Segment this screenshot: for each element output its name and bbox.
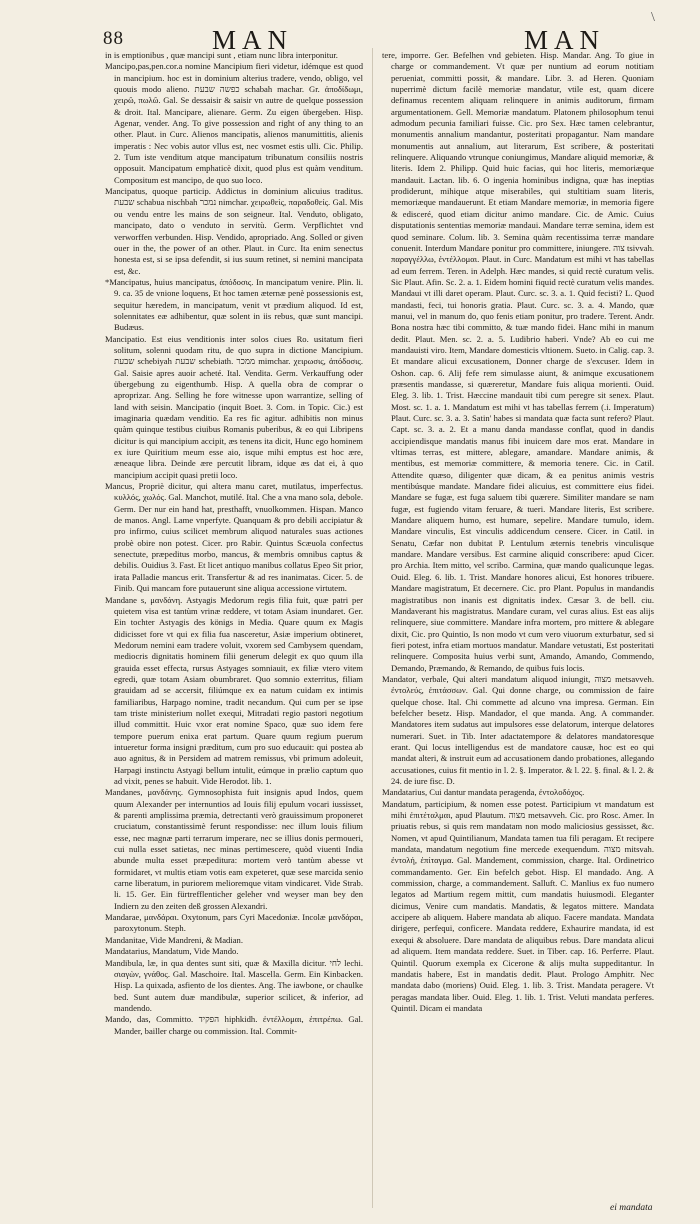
page-number: 88 (103, 28, 124, 49)
entry-paragraph: Mandatum, participium, & nomen esse potest. Participium vt mandatum est mihi ἐπιτέταλμαι, apud Plautum. מצוה metsavveh. Cic. pro Rosc. Amer. In priuatis rebus, si quis rem mandatam non modo maliciosius gessisset, &c. Nomen, vt apud Quintilianum, Mandata tamen tua fili peragam. Et recipere mandata, mandatum negotium fine mercede exequendum. מצוה mitsvah. ἐντολή, ἐπίταγμα. Gal. Mandement, commission, charge. Ital. Ordinetrico commandamento. Ger. Ein befelch gebot. Hisp. El mandado. Ang. A commission, charge, a commandement. Salluft. C. Manlius ex fuo numero legatos ad Martium regem mittit, cum mandatis huiusmodi. Eleganter dicimus, Venire cum mandatis. Mandatis, & legatos mittere. Mandata accipere ab aliquem. Habere mandata ab aliquo. Facere mandata. Mandata dirigere, perfequi, conficere. Mandata reddere, Exhaurire mandata, id est exequi & absoluere. Dare mandata de aliquibus rebus. Dare mandata alicui ad aliquem. Item mandata reddere. Suet. in Tiber. cap. 16. Perferre. Plaut. Quintil. Quorum exempla ex Cicerone & alijs multa suppeditantur. In mandatis habere, Est in mandatis dedit. Plaut. Prologo Amphitr. Nec mandata dabo (moriens) Ouid. Eleg. 1. lib. 3. Trist. Mandata peragere. Vt peragas mandata liber. Ouid. Eleg. 1. lib. 1. Trist. Veluti mandata perferes. Quintil. Dicam ei mandata (382, 798, 654, 1013)
running-head-left: MAN (212, 25, 294, 55)
entry-paragraph: *Mancipatus, huius mancipatus, ἀπόδοσις. In mancipatum venire. Plin. li. 9. ca. 35 de vnione loquens, Et hoc tamen æternæ penè possessionis est, sequitur hæredem, in mancipatum, venit vt prædium aliquod. Id est, solennitates eæ adhibentur, quæ solent in iis rebus, quæ sunt mancipi. Budæus. (105, 276, 363, 333)
entry-paragraph: Mandator, verbale, Qui alteri mandatum aliquod iniungit, מצוה metsavveh. ἐντολεύς, ἐπιτάσσων. Gal. Qui donne charge, ou commission de faire quelque chose. Ital. Chi commette ad alcuno vna impresa. German. Ein befelcher besetz. Hisp. Mandador, el que manda. Ang. A commander. Mandatores item sudatus aut impulsores esse delatorum, interque delatores numerari. Suet. in Tib. Inter adactatempore & delatores mandatoresque erant. Qui locus intelligendus est de mandatore causæ, hoc est eo qui mandat alteri, & instruit eum ad accusationem dando probationes, allegando accusationes, cuius fit mentio in l. 2. §. Imperator. & l. 22. §. final. & l. 2. & 24. de iure fisc. D. (382, 673, 654, 786)
column-divider (372, 48, 373, 1208)
entry-paragraph: tere, imporre. Ger. Befelhen vnd gebieten. Hisp. Mandar. Ang. To giue in charge or commandement. Vt quæ per nuntium ad eorum notitiam perueniat, committi possit, & mandare. Libr. 3. ad Heren. Quoniam nuperrimè dictum facilè memoriæ mandatur, vtile est, quam dicere definamus recentem aliquam relinquere in animis auditorum, firmam argumentationem. Gell. Memoriæ mandatum. Platonem philosophum tenui admodum pecunia familiari fuisse. Cic. pro Sex. Hæc tamen celebrantur, monumentis annalium mandantur, posteritati propagantur. Nam mandare monumentis aut annalium, aut literarum, Est scribere, & posteritati relinquere. Aliquando vtrunque coniungimus, Mandare aliquid memoriæ, & literis. Idem 2. Philipp. Quid huic facias, qui hoc literis, memoriæque mandauit. Lactan. lib. 6. O ingenia hominibus indigna, quæ has ineptias prodiderunt, mihique atque miserabiles, qui stultitiam suam literis, memoriæque mandauerunt. Et etiam Mandare memoriæ, in memoria figere & edisceré, quod etiam dicitur animo mandare. Cic. de Amic. Cuius disputationis sententias memoriæ mandaui. Mandare terræ semina, idem est quod seminare. Colum. lib. 3. Semina quàm recentissima terræ mandare conuenit. Interdum Mandare ponitur pro committere, iniungere. צוה tsivvah. παραγγέλλω, ἐντέλλομαι. Plaut. in Curc. Mandatum est mihi vt has tabellas ad eum ferrem. Teren. in Adelph. Hæc mandes, si quid rectè curatum velis. Sic Plaut. Afin. Sc. 2. a. 1. Eidem homini fiquid rectè curatum velis mandes. Mandaui vt illi daret operam. Plaut. Curc. sc. 3. a. 1. Quid fecisti? L. Quod mandasti, feci, tui honoris gratia. Plaut. Curc. sc. 3. a. 4. Mando, quæ manui, vel in manum do, quo fenis etiam ponitur, pro tradere. Terent. Andr. Bona nostra hæc tibi committo, & tuæ mando fidei. Hanc mihi in manum dedit. Plaut. Men. sc. 2. a. 5. Ludibrio haberi. Vnde? Ab eo cui me mandauisti viro. Item, Mandare domesticis vltionem. Sueto. in Calig. cap. 3. Et mandare alicui excusationem, Donner charge de s'excuser. Idem in Oshon. cap. 6. Alij fefe rem simulasse aiunt, & animque excusationem præsentis mandasse, si quæreretur, Mandare fuis aliqua morienti. Ouid. Eleg. 3. lib. 1. Trist. Hæccine mandauit tibi cum peregre sit senex. Plaut. Most. sc. 1. a. 1. Mandatum est mihi vt has tabellas ferrem (.i. Imperatum) Plaut. Curc. sc. 3. a. 3. Satin' habes si mandata quæ facta sunt refero? Plaut. Capt. sc. 3. a. 2. Et a manu danda mandasse conflat, quod in dandis accipiendisque mandatis manus fibi inuicem dare mos erat. Mandare in vltimas terras, est mittere, ablegare, amandare. Mandare animis, & mentibus, est memoriæ committere, & memoria tenere. Cic. in Catil. Attendite quæso, diligenter quæ dicam, & ea penitus animis vestris mentibúsque mandate. Mandare fidei alicuius, est committere eius fidei. Mandare se fugæ, est fuga saluem tibi quærere. Similiter mandare se nam fugæ, est fugiendo vitam feruare, & tueri. Mandare literis, Est scribere. Mandare aliquem humo, est humare, sepelire. Mandare tumulo, idem. Mandare vinculis, Est vinculis addicendum censere. Cicer. in Catil. in Senatu, Cæfar non dubitat P. Lentulum æternis tenebris vinculisque mandare. Mandare versibus. Est carmine aliquid conscribere: apud Cicer. pro Archia. Item mitto, vel scribo. Carmina, quæ mando qualicunque legas. Ouid. Eleg. 6. lib. 1. Trist. Mandare honores alicui, Est honores tribuere. Mandare magistratum, Et decernere. Cic. pro Plant. Populus in mandandis magistratibus non inanis est dignitatis index. Cæsar 3. de bell. ciu. Mandaverant his magistratus. Mandare curam, vel curas alius. Est eas alijs relinquere, siue committere. Mandare infra mortem, pro mittere & ablegare dixit, Cic. pro Quintio, Is non modo vt cum vero viuorum exturbatur, sed si fieri potest, infra etiam mortuos mandatur. Mandare vetustati, Est posteritati relinquere. Composita huius verbi sunt, Amando, Amando, Commendo, Demando, Præmando, & Remando, de quibus fuis locis. (382, 50, 654, 673)
entry-paragraph: in is emptionibus , quæ mancipi sunt , etiam nunc libra interponitur. (105, 50, 338, 60)
entry-paragraph: Mancus, Propriè dicitur, qui altera manu caret, mutilatus, imperfectus. κυλλός, χωλός. Gal. Manchot, mutilé. Ital. Che a vna mano sola, debole. Germ. Der nur ein hand hat, presthafft, vnuolkommen. Hispan. Manco de manos. Angl. Lame vnperfyte. Quanquam & pro debili accipiatur & pro infirmo, cuius scilicet membrum aliquod naturales suas actiones probè obire non potest. Cicer. pro Rabir. Quintus Scæuola confectus senectute, præpeditus morbo, mancus, & membris omnibus captus & debilis. Ouidius 3. Fast. Et licet antiquo manibus collatus Epeo Sit prior, irata Palladie mancus erit. Transfertur & ad res inanimatas. Cicer. 5. de Finib. Qui mancam fore putauerunt sine aliqua accessione virtutem. (105, 481, 363, 594)
catchword: ei mandata (610, 1203, 653, 1213)
entry-paragraph: Mandanes, μανδάνης. Gymnosophista fuit insignis apud Indos, quem quum Alexander per internuntios ad Iouis filij epulum vocari iussisset, & parenti amplissima præmia, detrectanti verò grauissimum proponeret cruciatum, constantissimè ferunt respondisse: nec illum louis filium esse, nec magnæ parti terrarum imperare, nec se illius donis permoueri, cui nulla esset satietas, nec minas pertimescere, quòd viuenti India abunde multa esset præpeditura: mortem verò tantùm abesse vt formidaret, vt multis etiam votis eam expeteret, quæ sese marcida senio carne liberatum, in puriorem melioremque vitam vindicaret. Vide Strab. li. 15. Ger. Ein fürtrefflenticher geleher vnd weyser man bey den Indiern zu den zeiten deß grossen Alexandri. (105, 787, 363, 911)
entry-paragraph: Mancipatus, quoque particip. Addictus in dominium alicuius traditus. שבעת schabua nischbah נמכר nimchar. χειρωθεὶς, παραδοθείς. Gal. Mis ou vendu entre les mains de son seigneur. Ital. Venduto, obligato, mancipato, dato o venduto in servitù. Germ. Verpflichtet vnd verworffen verbunden. Hisp. Vendido, apropriado. Ang. Solled or given ouer in the, the power of an other. Plaut. in Curc. Ita enim senectus honesta est, si se ipsa defendit, si ius suum retinet, si nemini mancipata est, &c. (105, 186, 363, 276)
left-column (105, 50, 363, 1210)
entry-paragraph: Mandatarius, Cui dantur mandata peragenda, ἐντολοδόχος. (382, 787, 585, 798)
entry-paragraph: Mando, das, Committo. הפקיד hiphkidh. ἐντέλλομαι, ἐπιτρέπω. Gal. Mander, bailler charge ou commission. Ital. Commit- (105, 1014, 363, 1036)
right-column (382, 50, 654, 1210)
running-head-right: MAN (524, 25, 606, 55)
entry-paragraph: Mancipo,pas,pen.cor.a nomine Mancipium fieri videtur, idémque est quod in mancipium. hoc est in dominium alterius tradere, vendo, obligo, vel quouis modo alieno. כפשה שבעת schabah machar. Gr. ἀποδίδωμι, χειρῶ, πωλῶ. Gal. Se dessaisir & saisir vn autre de quelque possession & droit. Ital. Mancipare, alienare. Germ. Zu eigen übergeben. Hisp. Agenar, vender. Ang. To give possession and right of any thing to an other. Plaut. in Curc. Alienos mancipatis, alienos manumittitis, alienis imperatis : Nec vobis autor vllus est, nec vosmet estis ulli. Cic. Philip. 2. Tum iste venditum atque mancipatum tribunatum consiliis nostris opposuit. Mancipatum emphaticè dixit, quod plus est quàm venditum. Compositum est mancipo, de quo suo loco. (105, 61, 363, 185)
entry-paragraph: Mandane s, μανδάνη. Astyagis Medorum regis filia fuit, quæ patri per quietem visa est tantùm vrinæ reddere, vt totam Asiam inundaret. Ger. Ein tochter Astyagis des königs in Media. Quare quum ex Magis didicisset fore vt qui ex filia fua nasceretur, Asiæ imperium obtineret, Medorum nemini eam tradere voluit, vxorem sed Cambysem quendam, mediocris dignitatis hominem filii generum delegit ex quo quum illa grauida esset effecta, rursus Astyages somniauit, ex filiæ vtero vitem egredi, quæ totam Asiam obumbraret. Quo somnio exterritus, filiam grauidam ad se accersit, filiúmque ex ea natum cuidam ex intimis familiaribus, Harpago nomine, tradit necandum. Qui cum per se ipse tam triste ministerium nollet exequi, Mitradati regio pastori negotium illud committit. Huic vxor erat nomine Spaco, quæ suo idem fere tempore puerum enixa erat partum. Quare quum regium puerum intueretur forma insigni præditum, cum pro suo educauit: qui postea ab auo agnitus, & in Persidem ad matrem remissus, vbi primum adoleuit, Harpagi instinctu Astyagi bellum intulit, eúmque in prælio captum quo ad vixit, penes se habuit. Vide Herodot. lib. 1. (105, 594, 363, 786)
entry-paragraph: Mandarae, μανδάραι. Oxytonum, pars Cyri Macedoniæ. Incolæ μανδάραι, paroxytonum. Steph. (105, 912, 363, 934)
entry-paragraph: Mandibula, læ, in qua dentes sunt siti, quæ & Maxilla dicitur. לחי lechi. σιαγὼν, γνάθος. Gal. Maschoire. Ital. Mascella. Germ. Ein Kinbacken. Hisp. La quixada, asfiento de los dientes. Ang. The iawbone, or chaulke bed. Sunt autem duæ mandibulæ, superior scilicet, & inferior, ad mandendo. (105, 957, 363, 1013)
entry-paragraph: Mandatarius, Mandatum, Vide Mando. (105, 946, 239, 957)
entry-paragraph: Mandanitae, Vide Mandreni, & Madian. (105, 934, 243, 945)
corner-mark: \ (651, 10, 655, 25)
entry-paragraph: Mancipatio. Est eius venditionis inter solos ciues Ro. usitatum fieri solitum, solenni quodam ritu, de quo supra in dictione Mancipium. שבעת schebiyah שבעת schebiath. ממכר mimchar. χειρωσις, ἀπόδοσις. Gal. Saisie apres auoir acheté. Ital. Vendita. Germ. Verkauffung oder übergebung zu eigenthumb. Hisp. A quella obra de comprar o aproprizar. Ang. Selling he fore witnesse upon warrantize, selling of land with seisin. Mancipatio (inquit Boet. 3. Com. in Topic. Cic.) est imaginaria quædam venditio. Ea res fic agitur. adhibitis non minus quàm quinque testibus ciuibus Romanis puberibus, & eo qui Libripens dicitur is qui mancipium accipit, æs tenens ita dicit, Hunc ego hominem ex iure Quiritium meum esse aio, isque mihi emptus est hoc ære, æneaque libra. Deinde ære percutit libram, idque æs dat ei, à quo mancipium accipit quasi pretii loco. (105, 333, 363, 480)
